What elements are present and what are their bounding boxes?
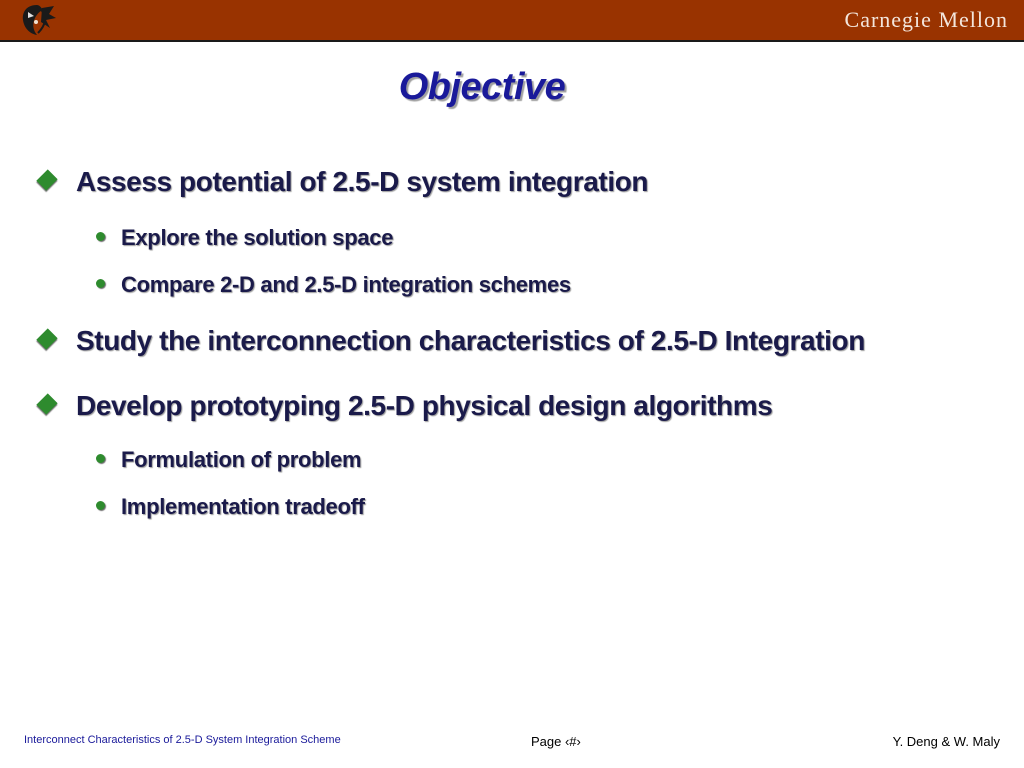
sub-bullet-text: Implementation tradeoff	[121, 494, 365, 519]
bullet-text: Develop prototyping 2.5-D physical design algorithms	[76, 390, 773, 421]
cmu-logo-icon	[16, 2, 58, 38]
brand-wordmark: Carnegie Mellon	[844, 7, 1008, 32]
footer-presentation-title: Interconnect Characteristics of 2.5-D System Integration Scheme	[24, 734, 341, 746]
dot-bullet-icon	[96, 279, 105, 288]
footer-authors: Y. Deng & W. Maly	[892, 734, 1000, 749]
diamond-bullet-icon	[36, 393, 57, 414]
sub-bullet-item	[96, 494, 365, 520]
sub-bullet-item	[96, 225, 393, 251]
bullet-text: Study the interconnection characteristics of 2.5-D Integration	[76, 325, 865, 356]
footer-page-number: Page ‹#›	[531, 734, 581, 749]
diamond-bullet-icon	[36, 169, 57, 190]
sub-bullet-text: Compare 2-D and 2.5-D integration schemes	[121, 272, 571, 297]
diamond-bullet-icon	[36, 328, 57, 349]
dot-bullet-icon	[96, 501, 105, 510]
slide-title: Objective	[398, 66, 566, 108]
sub-bullet-text: Explore the solution space	[121, 225, 394, 250]
bullet-text: Assess potential of 2.5-D system integration	[76, 166, 649, 197]
header-bar	[0, 0, 1024, 42]
bullet-item	[40, 390, 772, 422]
sub-bullet-item	[96, 447, 361, 473]
bullet-item	[40, 166, 648, 198]
sub-bullet-text: Formulation of problem	[121, 447, 362, 472]
sub-bullet-item	[96, 272, 571, 298]
bullet-item	[40, 325, 865, 357]
dot-bullet-icon	[96, 454, 105, 463]
dot-bullet-icon	[96, 232, 105, 241]
